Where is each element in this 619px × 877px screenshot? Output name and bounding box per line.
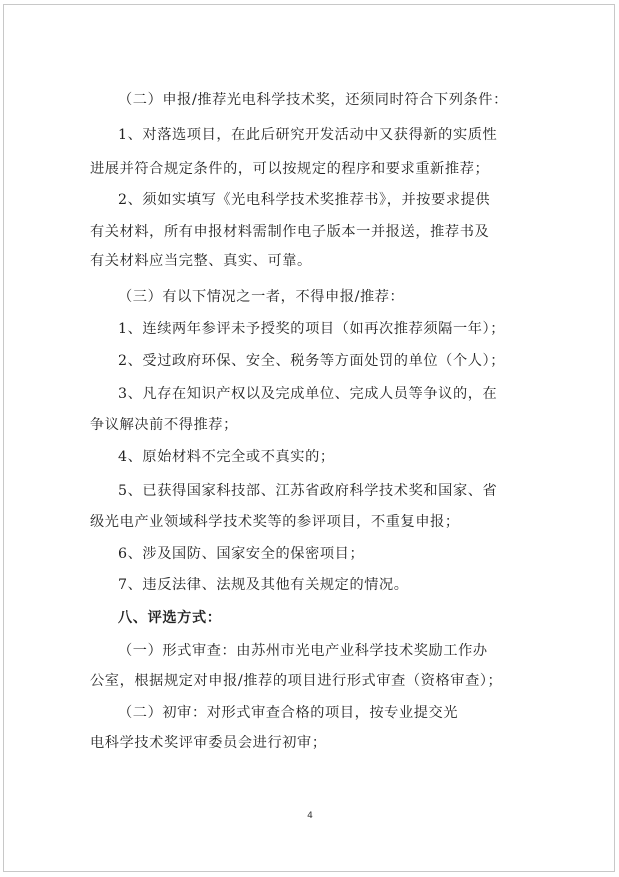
document-page bbox=[3, 4, 615, 872]
section-heading-evaluation: 八、评选方式： bbox=[118, 610, 222, 626]
paragraph-line: 6、涉及国防、国家安全的保密项目； bbox=[118, 546, 365, 562]
paragraph-line: 1、对落选项目，在此后研究开发活动中又获得新的实质性 bbox=[118, 127, 498, 143]
paragraph-line: 2、须如实填写《光电科学技术奖推荐书》，并按要求提供 bbox=[118, 192, 491, 208]
paragraph-line: 有关材料，所有申报材料需制作电子版本一并报送，推荐书及 bbox=[90, 224, 490, 240]
paragraph-line: 有关材料应当完整、真实、可靠。 bbox=[90, 253, 312, 269]
paragraph-line: （一）形式审查：由苏州市光电产业科学技术奖励工作办 bbox=[118, 643, 488, 659]
paragraph-line: 7、违反法律、法规及其他有关规定的情况。 bbox=[118, 577, 409, 593]
paragraph-line: 2、受过政府环保、安全、税务等方面处罚的单位（个人）； bbox=[118, 353, 506, 369]
paragraph-line: 1、连续两年参评未予授奖的项目（如再次推荐须隔一年）； bbox=[118, 321, 506, 337]
paragraph-line: 3、凡存在知识产权以及完成单位、完成人员等争议的，在 bbox=[118, 386, 498, 402]
page-number: 4 bbox=[307, 811, 313, 821]
paragraph-condition-two-heading: （二）申报/推荐光电科学技术奖，还须同时符合下列条件： bbox=[118, 92, 508, 108]
paragraph-line: 级光电产业领域科学技术奖等的参评项目，不重复申报； bbox=[90, 514, 460, 530]
paragraph-line: 进展并符合规定条件的，可以按规定的程序和要求重新推荐； bbox=[90, 161, 490, 177]
paragraph-line: 5、已获得国家科技部、江苏省政府科学技术奖和国家、省 bbox=[118, 483, 498, 499]
paragraph-condition-three-heading: （三）有以下情况之一者，不得申报/推荐： bbox=[118, 289, 405, 305]
paragraph-line: 电科学技术奖评审委员会进行初审； bbox=[90, 735, 327, 751]
paragraph-line: 公室，根据规定对申报/推荐的项目进行形式审查（资格审查）； bbox=[90, 673, 503, 689]
paragraph-line: 争议解决前不得推荐； bbox=[90, 417, 238, 433]
paragraph-line: 4、原始材料不完全或不真实的； bbox=[118, 449, 335, 465]
paragraph-line: （二）初审：对形式审查合格的项目，按专业提交光 bbox=[118, 705, 459, 721]
